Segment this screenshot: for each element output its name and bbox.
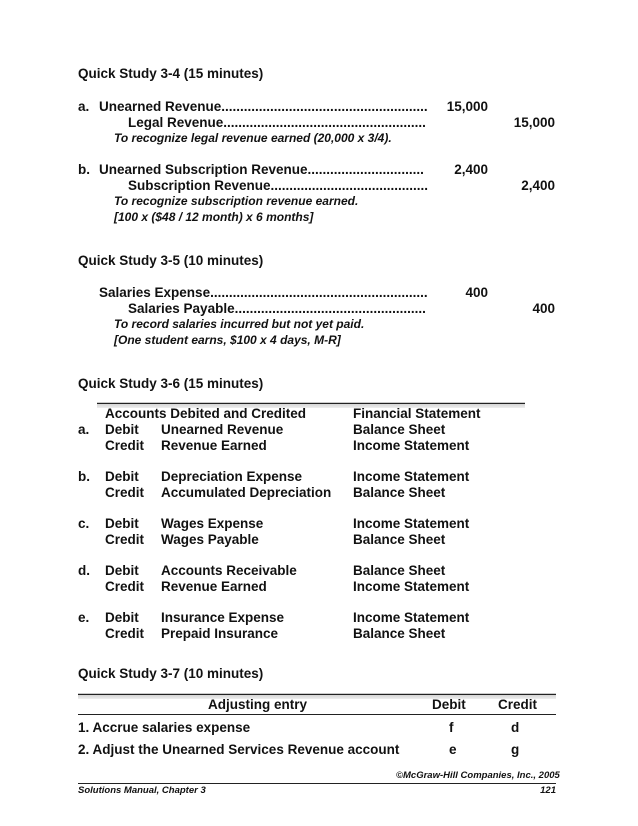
qs36-row-a-credit-statement: Income Statement [353, 438, 470, 453]
qs37-row-1-entry: 1. Accrue salaries expense [78, 720, 251, 735]
qs34-a-explanation: To recognize legal revenue earned (20,000 x 3/4). [114, 131, 392, 145]
qs36-row-e-credit-account: Prepaid Insurance [161, 626, 279, 641]
qs36-row-a-debit-account: Unearned Revenue [161, 422, 284, 437]
qs35-debit-amount: 400 [465, 285, 488, 300]
qs34-b-label: b. [78, 162, 90, 177]
footer-chapter: Solutions Manual, Chapter 3 [78, 785, 206, 796]
qs34-a-label: a. [78, 99, 90, 114]
qs36-row-e-debit-account: Insurance Expense [161, 610, 285, 625]
qs37-row-2-entry: 2. Adjust the Unearned Services Revenue account [78, 742, 400, 757]
qs34-b-credit-account: Subscription Revenue.......................................... [128, 178, 429, 193]
qs36-col-accounts: Accounts Debited and Credited [105, 406, 307, 421]
qs36-col-statement: Financial Statement [353, 406, 481, 421]
footer-rule [78, 783, 556, 784]
qs36-row-e-credit-statement: Balance Sheet [353, 626, 446, 641]
qs35-debit-account: Salaries Expense.......................................................... [99, 285, 428, 300]
qs35-credit-amount: 400 [532, 301, 555, 316]
qs36-row-d-debit: Debit [105, 563, 139, 578]
qs34-a-credit-account: Legal Revenue...................................................... [128, 115, 426, 130]
qs34-title: Quick Study 3-4 (15 minutes) [78, 66, 264, 81]
qs36-row-e-label: e. [78, 610, 90, 625]
qs36-row-b-credit-account: Accumulated Depreciation [161, 485, 332, 500]
qs36-row-a-credit-account: Revenue Earned [161, 438, 267, 453]
qs37-col-debit: Debit [432, 697, 466, 712]
qs37-title: Quick Study 3-7 (10 minutes) [78, 666, 264, 681]
qs36-row-e-debit: Debit [105, 610, 139, 625]
qs34-b-credit-amount: 2,400 [521, 178, 555, 193]
qs36-row-d-credit-statement: Income Statement [353, 579, 470, 594]
qs37-header-bottom-rule [78, 714, 556, 715]
qs36-row-c-credit-account: Wages Payable [161, 532, 259, 547]
qs34-b-debit-account: Unearned Subscription Revenue............................... [99, 162, 424, 177]
qs37-header-top-rule [78, 694, 556, 695]
qs36-row-d-debit-account: Accounts Receivable [161, 563, 297, 578]
qs37-row-1-debit: f [449, 720, 454, 735]
qs36-row-a-credit: Credit [105, 438, 145, 453]
qs36-row-e-debit-statement: Income Statement [353, 610, 470, 625]
qs36-row-c-debit: Debit [105, 516, 139, 531]
qs34-a-credit-amount: 15,000 [513, 115, 555, 130]
qs35-credit-account: Salaries Payable................................................... [128, 301, 426, 316]
qs36-row-c-debit-statement: Income Statement [353, 516, 470, 531]
qs36-row-b-debit: Debit [105, 469, 139, 484]
qs36-row-c-credit-statement: Balance Sheet [353, 532, 446, 547]
qs36-row-c-label: c. [78, 516, 90, 531]
qs37-row-2-credit: g [511, 742, 520, 757]
qs34-b-debit-amount: 2,400 [454, 162, 488, 177]
qs36-row-b-debit-statement: Income Statement [353, 469, 470, 484]
qs36-row-a-debit-statement: Balance Sheet [353, 422, 446, 437]
qs34-b-explanation-1: To recognize subscription revenue earned. [114, 194, 359, 208]
qs36-row-d-credit-account: Revenue Earned [161, 579, 267, 594]
qs36-header-rule [97, 403, 525, 404]
footer-copyright: ©McGraw-Hill Companies, Inc., 2005 [396, 770, 560, 781]
qs36-row-d-debit-statement: Balance Sheet [353, 563, 446, 578]
qs36-row-c-debit-account: Wages Expense [161, 516, 264, 531]
qs36-row-e-credit: Credit [105, 626, 145, 641]
qs36-row-b-debit-account: Depreciation Expense [161, 469, 303, 484]
qs36-row-b-credit: Credit [105, 485, 145, 500]
qs36-row-b-label: b. [78, 469, 90, 484]
qs36-row-b-credit-statement: Balance Sheet [353, 485, 446, 500]
qs36-title: Quick Study 3-6 (15 minutes) [78, 376, 264, 391]
qs34-a-debit-account: Unearned Revenue....................................................... [99, 99, 428, 114]
qs37-row-1-credit: d [511, 720, 520, 735]
qs36-row-a-debit: Debit [105, 422, 139, 437]
qs35-explanation-2: [One student earns, $100 x 4 days, M-R] [114, 333, 341, 347]
qs35-explanation-1: To record salaries incurred but not yet paid. [114, 317, 365, 331]
qs36-row-d-credit: Credit [105, 579, 145, 594]
qs34-a-debit-amount: 15,000 [446, 99, 488, 114]
qs36-row-a-label: a. [78, 422, 90, 437]
qs36-row-c-credit: Credit [105, 532, 145, 547]
qs34-b-explanation-2: [100 x ($48 / 12 month) x 6 months] [114, 210, 314, 224]
qs36-row-d-label: d. [78, 563, 90, 578]
qs37-col-entry: Adjusting entry [208, 697, 308, 712]
qs37-row-2-debit: e [449, 742, 457, 757]
qs35-title: Quick Study 3-5 (10 minutes) [78, 253, 264, 268]
footer-page-number: 121 [540, 785, 556, 796]
qs37-col-credit: Credit [498, 697, 538, 712]
